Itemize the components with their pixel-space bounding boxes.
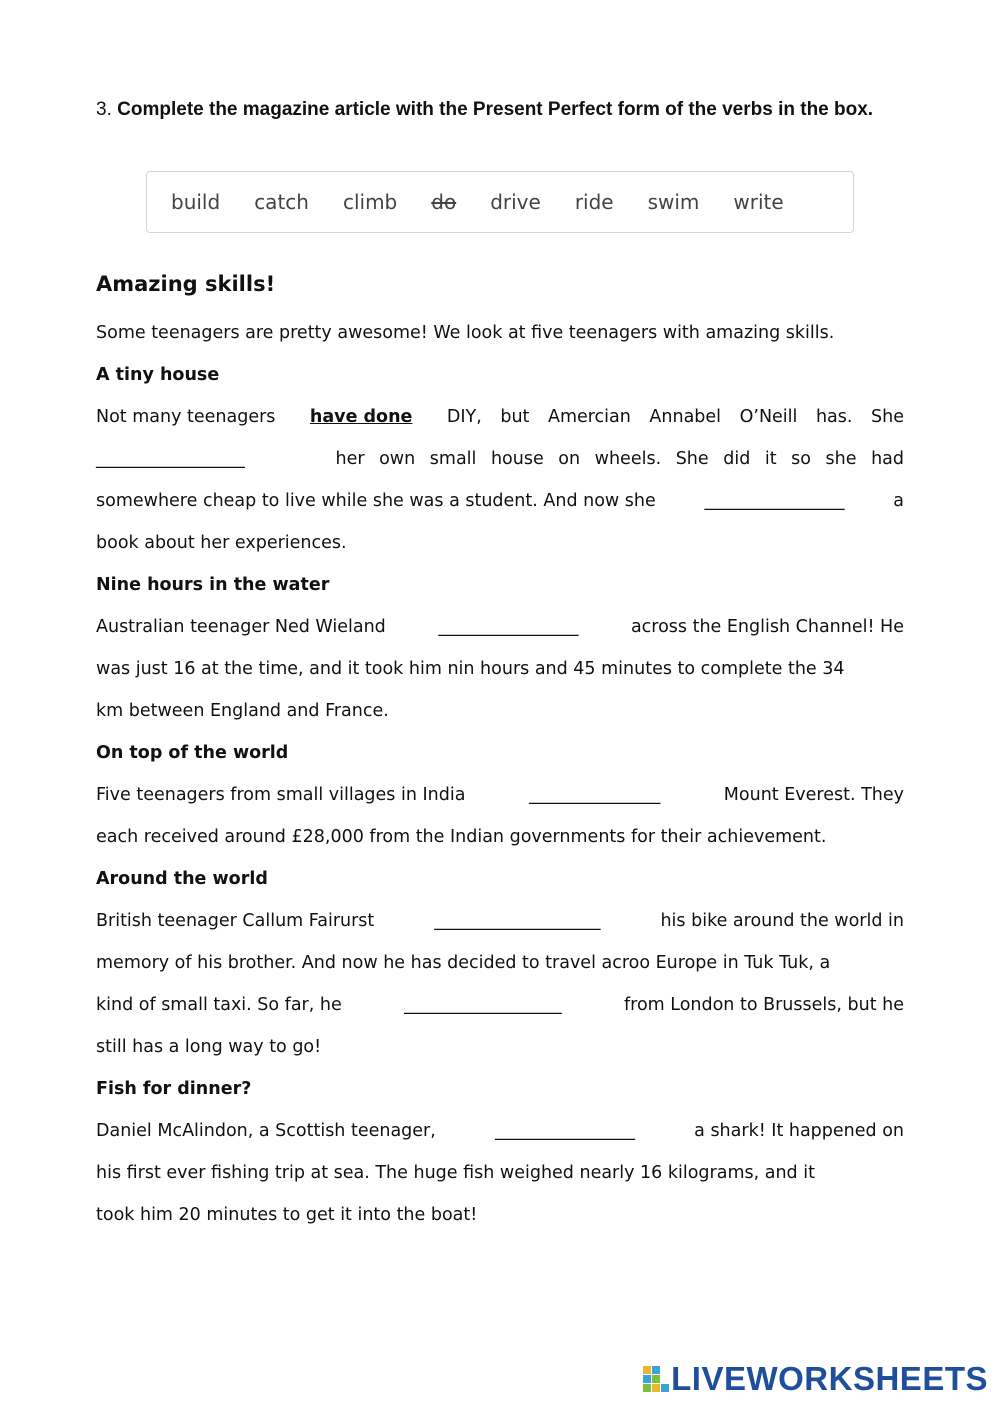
- answer-blank-2[interactable]: ________________: [704, 491, 845, 511]
- paragraph-line: his first ever fishing trip at sea. The huge fish weighed nearly 16 kilograms, and it: [96, 1163, 815, 1183]
- section-heading-fish: Fish for dinner?: [96, 1079, 252, 1099]
- section-heading-world-top: On top of the world: [96, 743, 289, 763]
- paragraph-line: still has a long way to go!: [96, 1037, 322, 1057]
- word-box: [146, 171, 854, 233]
- word-write: write: [733, 190, 784, 214]
- intro: Some teenagers are pretty awesome! We look at five teenagers with amazing skills.: [96, 323, 835, 343]
- instruction-number: 3.: [96, 99, 112, 120]
- word-swim: swim: [647, 190, 700, 214]
- answer-blank-6[interactable]: __________________: [404, 995, 562, 1015]
- word-drive: drive: [490, 190, 541, 214]
- word-catch: catch: [254, 190, 309, 214]
- instruction: [96, 92, 896, 127]
- paragraph-line: each received around £28,000 from the Indian governments for their achievement.: [96, 827, 827, 847]
- paragraph-line: took him 20 minutes to get it into the boat!: [96, 1205, 478, 1225]
- paragraph-line: book about her experiences.: [96, 533, 347, 553]
- paragraph-line: Daniel McAlindon, a Scottish teenager, ________________ a shark! It happened on: [96, 1116, 904, 1146]
- paragraph-line: km between England and France.: [96, 701, 389, 721]
- liveworksheets-logo: [643, 1360, 988, 1398]
- answer-blank-5[interactable]: ___________________: [434, 911, 601, 931]
- section-heading-tiny-house: A tiny house: [96, 365, 220, 385]
- logo-text: LIVEWORKSHEETS: [671, 1360, 988, 1397]
- paragraph-line: Five teenagers from small villages in India _______________ Mount Everest. They: [96, 780, 904, 810]
- paragraph-line: memory of his brother. And now he has decided to travel acroo Europe in Tuk Tuk, a: [96, 953, 831, 973]
- paragraph-line: Not many teenagers have done DIY, but Amercian Annabel O’Neill has. She: [96, 402, 904, 432]
- paragraph-line: was just 16 at the time, and it took him nin hours and 45 minutes to complete the 34: [96, 659, 845, 679]
- instruction-text: Complete the magazine article with the Present Perfect form of the verbs in the box.: [117, 99, 874, 120]
- paragraph-line: _________________ her own small house on wheels. She did it so she had: [96, 444, 904, 474]
- section-heading-water: Nine hours in the water: [96, 575, 330, 595]
- paragraph-line: Australian teenager Ned Wieland ________________ across the English Channel! He: [96, 612, 904, 642]
- word-climb: climb: [342, 190, 398, 214]
- word-do: do: [431, 190, 457, 214]
- answer-blank-3[interactable]: ________________: [438, 617, 579, 637]
- liveworksheets-icon: [643, 1366, 669, 1392]
- word-ride: ride: [574, 190, 614, 214]
- answer-blank-7[interactable]: ________________: [494, 1121, 635, 1141]
- article-title: Amazing skills!: [96, 272, 276, 296]
- paragraph-line: somewhere cheap to live while she was a student. And now she ________________ a: [96, 486, 904, 516]
- section-heading-around-world: Around the world: [96, 869, 268, 889]
- paragraph-line: British teenager Callum Fairurst ___________________ his bike around the world in: [96, 906, 904, 936]
- answer-blank-4[interactable]: _______________: [529, 785, 661, 805]
- word-build: build: [171, 190, 221, 214]
- paragraph-line: kind of small taxi. So far, he __________________ from London to Brussels, but he: [96, 990, 904, 1020]
- example-answer: have done: [309, 407, 413, 427]
- answer-blank-1[interactable]: _________________: [96, 449, 245, 469]
